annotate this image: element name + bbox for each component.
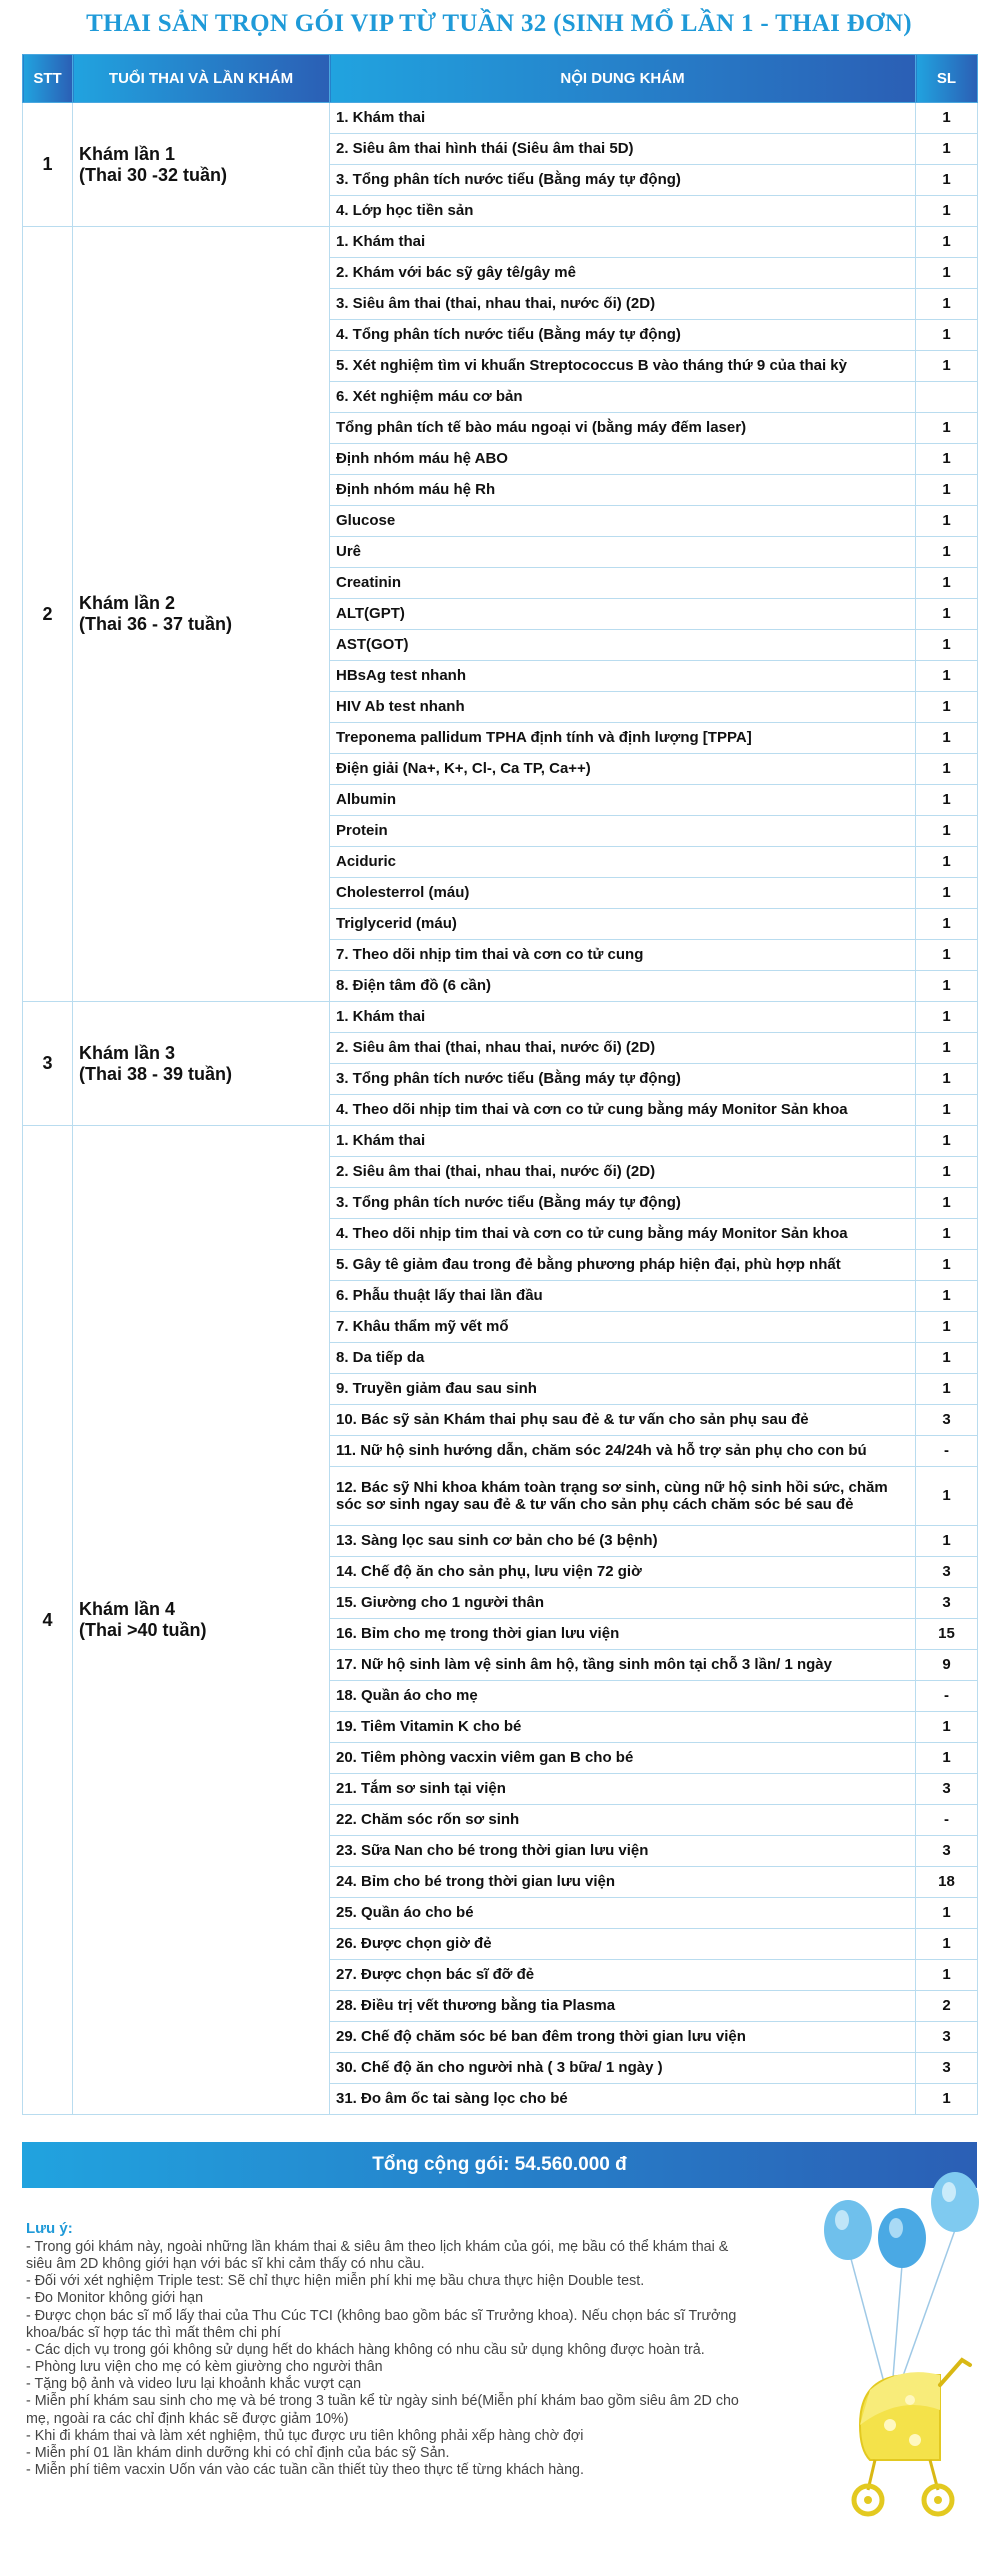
exam-item-name: 28. Điều trị vết thương bằng tia Plasma <box>330 1991 916 2022</box>
exam-item-name: 13. Sàng lọc sau sinh cơ bản cho bé (3 bệnh) <box>330 1526 916 1557</box>
exam-item-qty: 1 <box>916 1343 978 1374</box>
table-body <box>23 103 978 2115</box>
exam-item-qty: 1 <box>916 413 978 444</box>
exam-item-qty: 1 <box>916 1033 978 1064</box>
exam-item-name: Protein <box>330 816 916 847</box>
exam-item-name: Glucose <box>330 506 916 537</box>
exam-item-name: 15. Giường cho 1 người thân <box>330 1588 916 1619</box>
visit-title: Khám lần 3 <box>79 1042 176 1063</box>
note-line: khoa/bác sĩ hợp tác thì mất thêm chi phí <box>26 2324 281 2341</box>
exam-item-qty: - <box>916 1805 978 1836</box>
exam-item-qty: 3 <box>916 1405 978 1436</box>
exam-item-qty: 1 <box>916 1281 978 1312</box>
exam-item-qty: 1 <box>916 1064 978 1095</box>
note-line: mẹ, ngoài ra các chỉ định khác sẽ được giảm 10%) <box>26 2410 349 2427</box>
exam-item-qty: 1 <box>916 1898 978 1929</box>
exam-item-qty: 1 <box>916 196 978 227</box>
visit-cell <box>73 1126 330 2115</box>
exam-item-qty: 1 <box>916 940 978 971</box>
page-title: THAI SẢN TRỌN GÓI VIP TỪ TUẦN 32 (SINH MỔ LẦN 1 - THAI ĐƠN) <box>86 10 912 37</box>
note-line: - Tặng bộ ảnh và video lưu lại khoảnh khắc vượt cạn <box>26 2376 362 2393</box>
visit-title: Khám lần 1 <box>79 143 176 164</box>
note-line: - Khi đi khám thai và làm xét nghiệm, thủ tục được ưu tiên không phải xếp hàng chờ đợi <box>26 2427 584 2444</box>
group-number: 1 <box>23 103 73 227</box>
exam-item-name: 2. Siêu âm thai (thai, nhau thai, nước ối) (2D) <box>330 1157 916 1188</box>
exam-item-name: Triglycerid (máu) <box>330 909 916 940</box>
table-row <box>23 227 978 258</box>
exam-item-qty: 3 <box>916 1774 978 1805</box>
exam-item-qty: 1 <box>916 878 978 909</box>
exam-item-qty: 1 <box>916 1219 978 1250</box>
exam-item-name: 26. Được chọn giờ đẻ <box>330 1929 916 1960</box>
exam-item-name: 1. Khám thai <box>330 227 916 258</box>
exam-item-name: Định nhóm máu hệ Rh <box>330 475 916 506</box>
exam-item-name: 25. Quần áo cho bé <box>330 1898 916 1929</box>
exam-item-name: Cholesterrol (máu) <box>330 878 916 909</box>
exam-item-qty: 1 <box>916 475 978 506</box>
exam-item-name: 3. Tổng phân tích nước tiểu (Bằng máy tự động) <box>330 165 916 196</box>
exam-item-name: 4. Tổng phân tích nước tiểu (Bằng máy tự động) <box>330 320 916 351</box>
visit-cell <box>73 1002 330 1126</box>
exam-item-name: 24. Bỉm cho bé trong thời gian lưu viện <box>330 1867 916 1898</box>
exam-item-qty: 1 <box>916 258 978 289</box>
exam-item-qty: 1 <box>916 909 978 940</box>
exam-item-qty: 1 <box>916 2084 978 2115</box>
group-number: 4 <box>23 1126 73 2115</box>
exam-item-name: 14. Chế độ ăn cho sản phụ, lưu viện 72 giờ <box>330 1557 916 1588</box>
exam-item-qty: 1 <box>916 1002 978 1033</box>
visit-gestation: (Thai 30 -32 tuần) <box>79 164 228 185</box>
notes-section <box>26 2220 816 2479</box>
visit-cell <box>73 103 330 227</box>
exam-item-name: 2. Siêu âm thai hình thái (Siêu âm thai 5D) <box>330 134 916 165</box>
exam-item-name: Treponema pallidum TPHA định tính và định lượng [TPPA] <box>330 723 916 754</box>
exam-item-name: 21. Tắm sơ sinh tại viện <box>330 1774 916 1805</box>
header-stt: STT <box>23 55 73 103</box>
exam-item-qty: 1 <box>916 971 978 1002</box>
exam-item-name: 4. Lớp học tiền sản <box>330 196 916 227</box>
exam-item-name: 1. Khám thai <box>330 1002 916 1033</box>
exam-item-name: Albumin <box>330 785 916 816</box>
exam-item-qty: 9 <box>916 1650 978 1681</box>
exam-item-qty: 2 <box>916 1991 978 2022</box>
exam-item-qty: 1 <box>916 1960 978 1991</box>
notes-list <box>26 2239 816 2479</box>
exam-item-name: 3. Tổng phân tích nước tiểu (Bằng máy tự động) <box>330 1188 916 1219</box>
exam-item-qty: 1 <box>916 103 978 134</box>
exam-item-name: 31. Đo âm ốc tai sàng lọc cho bé <box>330 2084 916 2115</box>
note-line: - Được chọn bác sĩ mổ lấy thai của Thu Cúc TCI (không bao gồm bác sĩ Trưởng khoa). Nếu chọn bác sĩ Trưởng <box>26 2307 737 2324</box>
exam-item-qty: 1 <box>916 134 978 165</box>
exam-item-name: Tổng phân tích tế bào máu ngoại vi (bằng máy đếm laser) <box>330 413 916 444</box>
visit-title: Khám lần 4 <box>79 1599 176 1620</box>
exam-item-qty: - <box>916 1436 978 1467</box>
note-line: - Các dịch vụ trong gói không sử dụng hết do khách hàng không có nhu cầu sử dụng không được hoàn trả. <box>26 2341 705 2358</box>
exam-item-name: 27. Được chọn bác sĩ đỡ đẻ <box>330 1960 916 1991</box>
exam-schedule-table <box>22 54 978 2115</box>
exam-item-qty: 1 <box>916 537 978 568</box>
baby-stroller-balloons-illustration <box>790 2160 990 2560</box>
exam-item-qty: 1 <box>916 444 978 475</box>
exam-item-qty: 18 <box>916 1867 978 1898</box>
exam-item-qty: 1 <box>916 568 978 599</box>
exam-item-name: 8. Da tiếp da <box>330 1343 916 1374</box>
exam-item-name: 2. Khám với bác sỹ gây tê/gây mê <box>330 258 916 289</box>
exam-item-qty: 1 <box>916 754 978 785</box>
exam-item-name: Urê <box>330 537 916 568</box>
exam-item-qty: 3 <box>916 2022 978 2053</box>
table-row <box>23 1126 978 1157</box>
exam-item-qty: 1 <box>916 1095 978 1126</box>
exam-item-name: 16. Bỉm cho mẹ trong thời gian lưu viện <box>330 1619 916 1650</box>
visit-cell <box>73 227 330 1002</box>
exam-item-qty: 1 <box>916 1929 978 1960</box>
exam-item-qty: 1 <box>916 1126 978 1157</box>
exam-item-name: 23. Sữa Nan cho bé trong thời gian lưu viện <box>330 1836 916 1867</box>
exam-item-qty: 15 <box>916 1619 978 1650</box>
exam-item-qty: 3 <box>916 1557 978 1588</box>
exam-item-qty: 1 <box>916 599 978 630</box>
group-number: 2 <box>23 227 73 1002</box>
exam-item-name: 12. Bác sỹ Nhi khoa khám toàn trạng sơ sinh, cùng nữ hộ sinh hồi sức, chăm sóc sơ sinh ngay sau đẻ & tư vấn cho sản phụ cách chăm sóc bé sau đẻ <box>330 1467 916 1526</box>
visit-gestation: (Thai 38 - 39 tuần) <box>79 1063 233 1084</box>
exam-item-qty: 1 <box>916 1467 978 1526</box>
visit-title: Khám lần 2 <box>79 593 176 614</box>
table-header-row <box>23 55 978 103</box>
exam-item-name: HBsAg test nhanh <box>330 661 916 692</box>
exam-item-qty: 3 <box>916 1836 978 1867</box>
exam-item-qty: 1 <box>916 227 978 258</box>
exam-item-qty: 1 <box>916 816 978 847</box>
exam-item-qty: 1 <box>916 1743 978 1774</box>
exam-item-name: 2. Siêu âm thai (thai, nhau thai, nước ối) (2D) <box>330 1033 916 1064</box>
exam-item-qty: - <box>916 1681 978 1712</box>
exam-item-name: 20. Tiêm phòng vacxin viêm gan B cho bé <box>330 1743 916 1774</box>
exam-item-name: 10. Bác sỹ sản Khám thai phụ sau đẻ & tư vấn cho sản phụ sau đẻ <box>330 1405 916 1436</box>
header-content: NỘI DUNG KHÁM <box>330 55 916 103</box>
exam-item-name: 4. Theo dõi nhịp tim thai và cơn co tử cung bằng máy Monitor Sản khoa <box>330 1095 916 1126</box>
exam-item-qty: 3 <box>916 1588 978 1619</box>
visit-gestation: (Thai 36 - 37 tuần) <box>79 614 233 634</box>
note-line: - Đo Monitor không giới hạn <box>26 2290 204 2307</box>
table-row <box>23 103 978 134</box>
exam-item-qty: 1 <box>916 723 978 754</box>
table-row <box>23 1002 978 1033</box>
exam-item-qty: 1 <box>916 1374 978 1405</box>
exam-item-qty <box>916 382 978 413</box>
exam-item-name: 5. Xét nghiệm tìm vi khuẩn Streptococcus B vào tháng thứ 9 của thai kỳ <box>330 351 916 382</box>
exam-item-name: 1. Khám thai <box>330 1126 916 1157</box>
exam-item-name: HIV Ab test nhanh <box>330 692 916 723</box>
exam-item-qty: 1 <box>916 630 978 661</box>
exam-item-name: 6. Phẫu thuật lấy thai lần đầu <box>330 1281 916 1312</box>
exam-item-name: ALT(GPT) <box>330 599 916 630</box>
exam-item-name: 19. Tiêm Vitamin K cho bé <box>330 1712 916 1743</box>
note-line: - Miễn phí 01 lần khám dinh dưỡng khi có chỉ định của bác sỹ Sản. <box>26 2444 450 2461</box>
package-total: Tổng cộng gói: 54.560.000 đ <box>22 2142 977 2188</box>
note-line: - Miễn phí tiêm vacxin Uốn ván vào các tuần cần thiết tùy theo thực tế từng khách hàng. <box>26 2462 584 2479</box>
exam-item-name: 6. Xét nghiệm máu cơ bản <box>330 382 916 413</box>
exam-item-name: 4. Theo dõi nhịp tim thai và cơn co tử cung bằng máy Monitor Sản khoa <box>330 1219 916 1250</box>
exam-item-name: 8. Điện tâm đồ (6 cần) <box>330 971 916 1002</box>
exam-item-qty: 1 <box>916 692 978 723</box>
exam-item-qty: 1 <box>916 661 978 692</box>
note-line: siêu âm 2D không giới hạn với bác sĩ khi cảm thấy có nhu cầu. <box>26 2256 425 2273</box>
exam-item-name: 3. Tổng phân tích nước tiểu (Bằng máy tự động) <box>330 1064 916 1095</box>
exam-item-name: Định nhóm máu hệ ABO <box>330 444 916 475</box>
exam-item-qty: 1 <box>916 506 978 537</box>
exam-item-qty: 1 <box>916 847 978 878</box>
exam-item-name: Aciduric <box>330 847 916 878</box>
exam-item-qty: 1 <box>916 1312 978 1343</box>
header-visit: TUỔI THAI VÀ LẦN KHÁM <box>73 55 330 103</box>
exam-item-name: Creatinin <box>330 568 916 599</box>
group-number: 3 <box>23 1002 73 1126</box>
exam-item-qty: 1 <box>916 1526 978 1557</box>
exam-item-qty: 1 <box>916 1712 978 1743</box>
notes-title: Lưu ý: <box>26 2220 73 2237</box>
exam-item-qty: 1 <box>916 1188 978 1219</box>
exam-item-qty: 3 <box>916 2053 978 2084</box>
exam-item-name: 11. Nữ hộ sinh hướng dẫn, chăm sóc 24/24h và hỗ trợ sản phụ cho con bú <box>330 1436 916 1467</box>
exam-item-name: 7. Khâu thẩm mỹ vết mổ <box>330 1312 916 1343</box>
exam-item-qty: 1 <box>916 351 978 382</box>
exam-item-name: AST(GOT) <box>330 630 916 661</box>
exam-item-name: 3. Siêu âm thai (thai, nhau thai, nước ối) (2D) <box>330 289 916 320</box>
exam-item-name: 18. Quần áo cho mẹ <box>330 1681 916 1712</box>
exam-item-name: 5. Gây tê giảm đau trong đẻ bằng phương pháp hiện đại, phù hợp nhất <box>330 1250 916 1281</box>
header-qty: SL <box>916 55 978 103</box>
exam-item-qty: 1 <box>916 785 978 816</box>
note-line: - Trong gói khám này, ngoài những lần khám thai & siêu âm theo lịch khám của gói, mẹ bầu có thể khám thai & <box>26 2239 729 2255</box>
exam-item-name: 29. Chế độ chăm sóc bé ban đêm trong thời gian lưu viện <box>330 2022 916 2053</box>
exam-item-qty: 1 <box>916 289 978 320</box>
exam-item-name: 7. Theo dõi nhịp tim thai và cơn co tử cung <box>330 940 916 971</box>
exam-item-qty: 1 <box>916 1157 978 1188</box>
exam-item-name: 17. Nữ hộ sinh làm vệ sinh âm hộ, tầng sinh môn tại chỗ 3 lần/ 1 ngày <box>330 1650 916 1681</box>
exam-item-qty: 1 <box>916 320 978 351</box>
note-line: - Đối với xét nghiệm Triple test: Sẽ chỉ thực hiện miễn phí khi mẹ bầu chưa thực hiện Double test. <box>26 2273 645 2290</box>
visit-gestation: (Thai >40 tuần) <box>79 1620 207 1640</box>
note-line: - Miễn phí khám sau sinh cho mẹ và bé trong 3 tuần kể từ ngày sinh bé(Miễn phí khám bao gồm siêu âm 2D cho <box>26 2393 739 2410</box>
exam-item-name: 9. Truyền giảm đau sau sinh <box>330 1374 916 1405</box>
exam-item-name: 1. Khám thai <box>330 103 916 134</box>
exam-item-qty: 1 <box>916 165 978 196</box>
exam-item-name: 30. Chế độ ăn cho người nhà ( 3 bữa/ 1 ngày ) <box>330 2053 916 2084</box>
note-line: - Phòng lưu viện cho mẹ có kèm giường cho người thân <box>26 2359 383 2376</box>
exam-item-name: 22. Chăm sóc rốn sơ sinh <box>330 1805 916 1836</box>
exam-item-name: Điện giải (Na+, K+, Cl-, Ca TP, Ca++) <box>330 754 916 785</box>
exam-item-qty: 1 <box>916 1250 978 1281</box>
